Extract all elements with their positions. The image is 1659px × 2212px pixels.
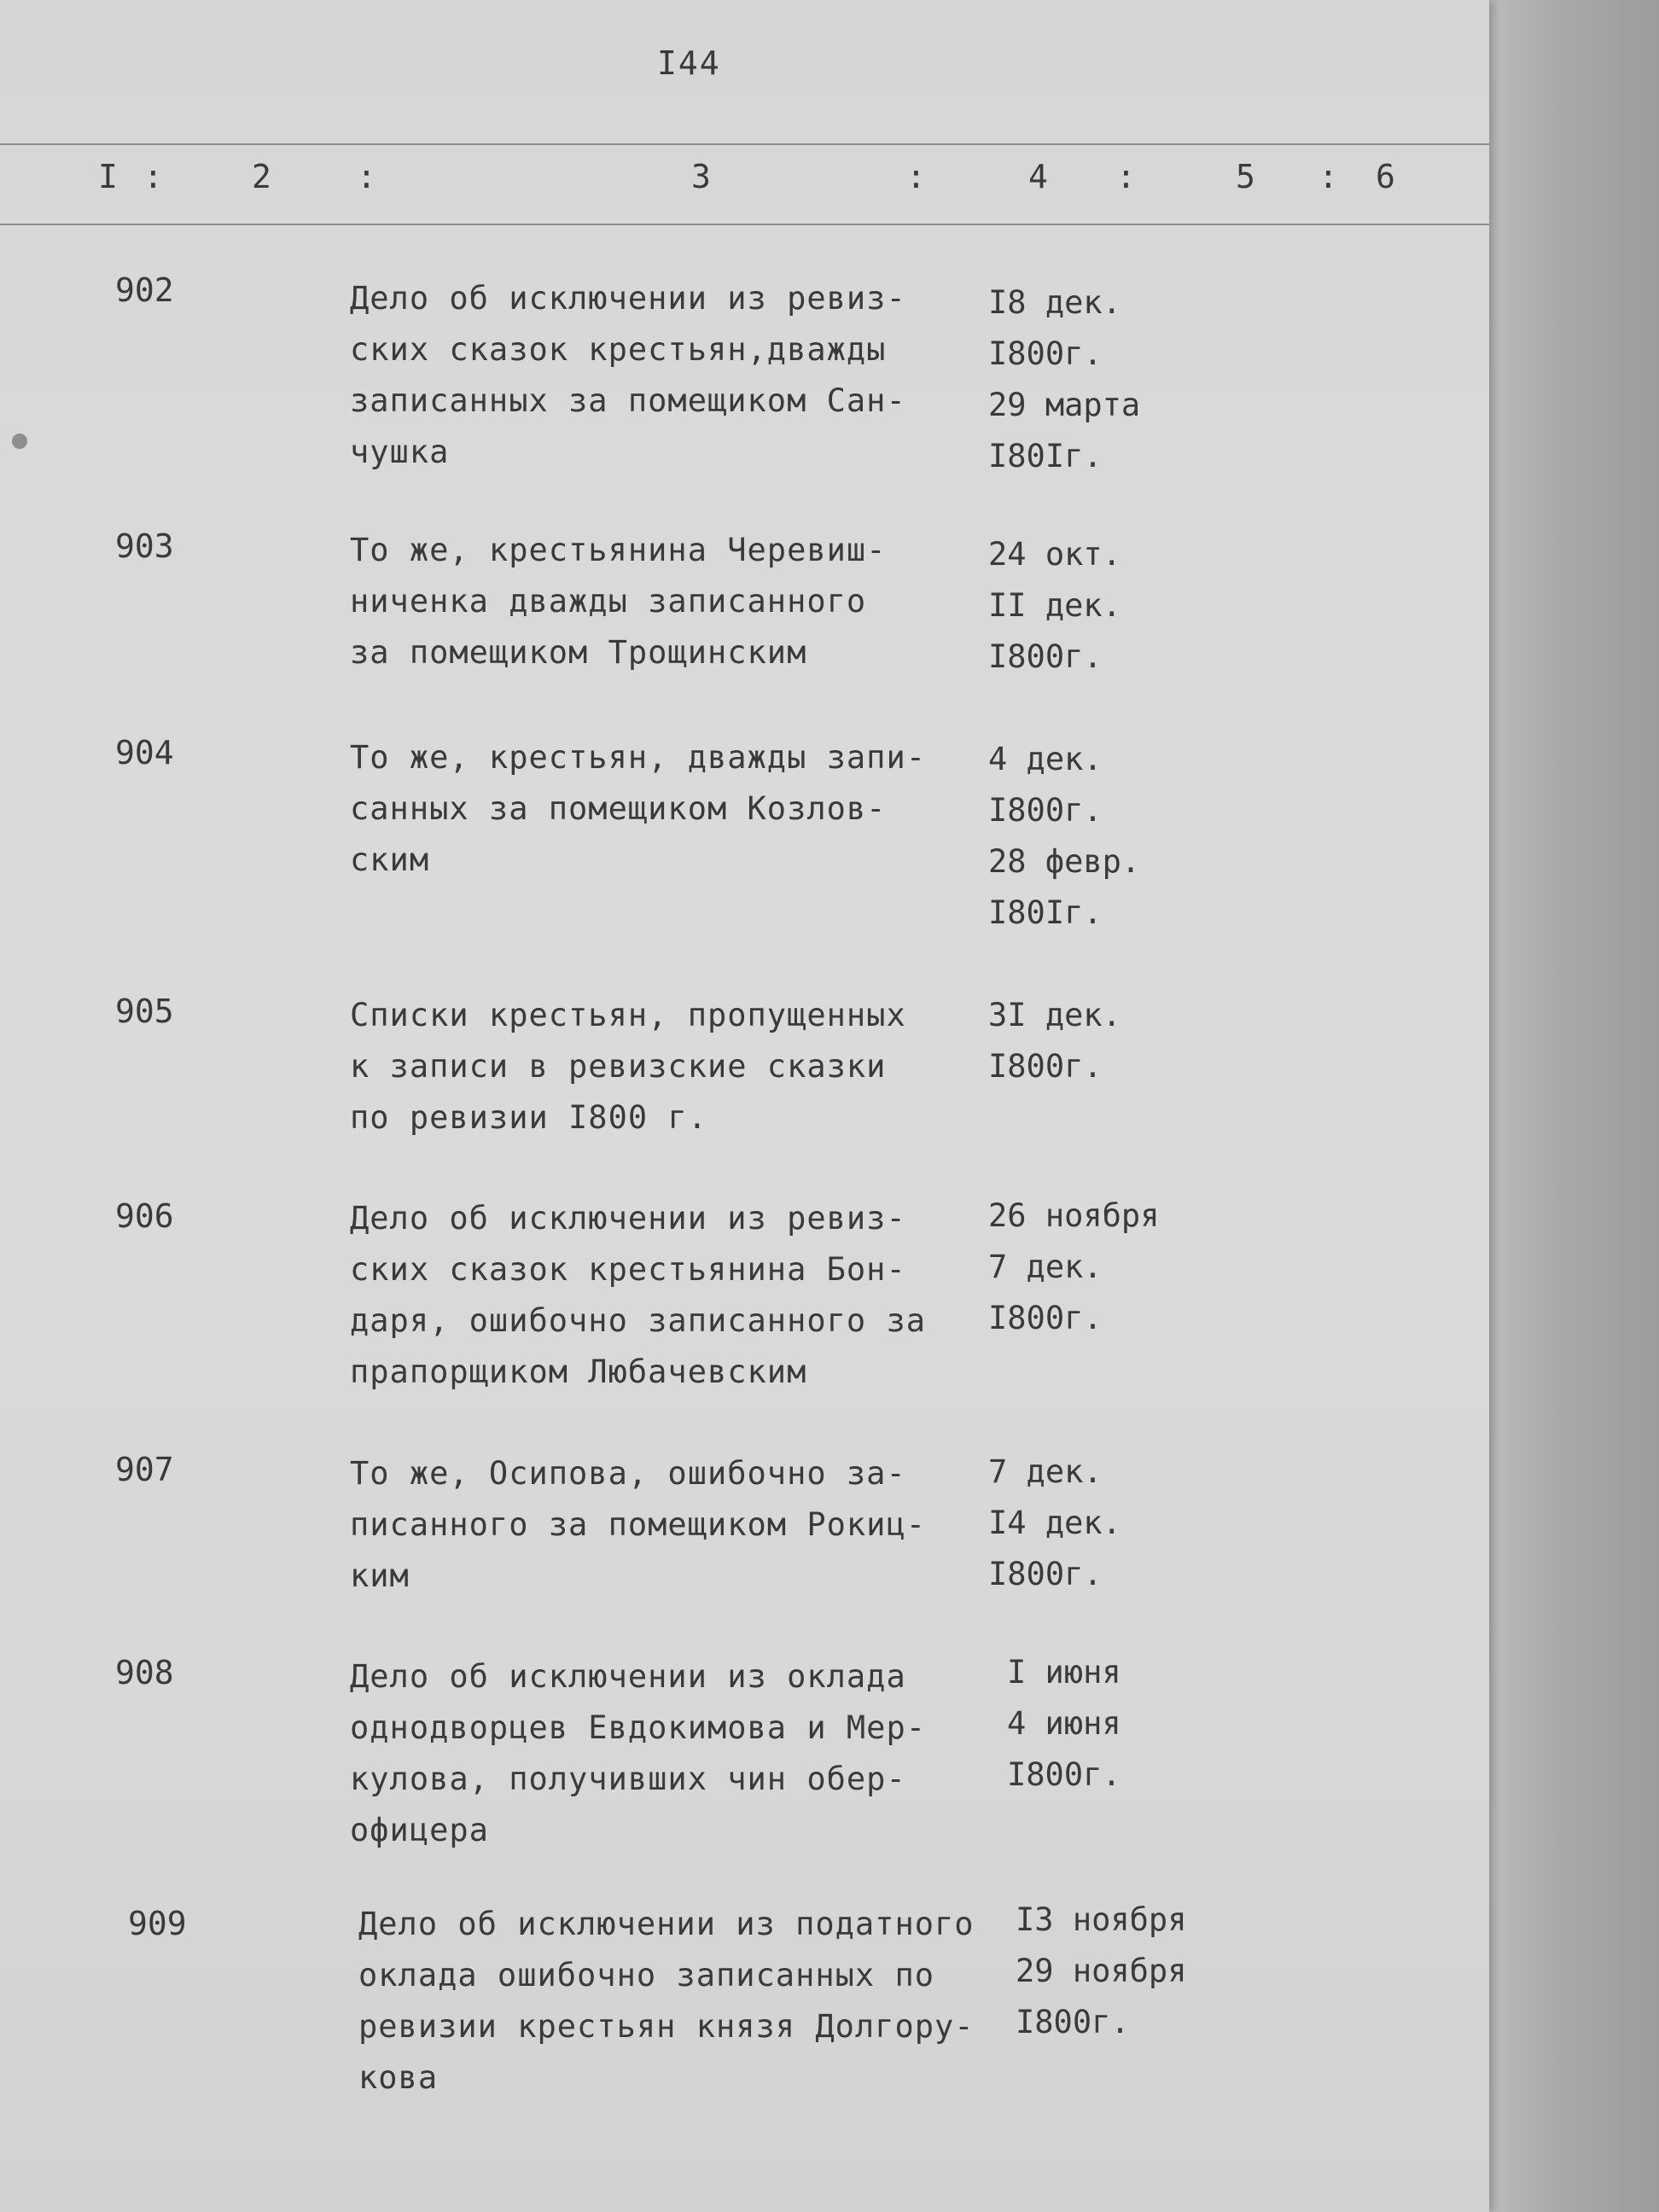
- column-separator: :: [143, 158, 163, 195]
- entry-description: Дело об исключении из ревиз- ских сказок крестьян,дважды записанных за помещиком Сан- чушка: [350, 280, 906, 470]
- entry-dates: 26 ноября 7 дек. I800г.: [988, 1197, 1160, 1336]
- entry-dates: 7 дек. I4 дек. I800г.: [988, 1453, 1121, 1592]
- page-number: I44: [657, 44, 721, 82]
- entry-dates: 3I дек. I800г.: [988, 997, 1121, 1085]
- entry-number: 907: [115, 1451, 174, 1488]
- entry-dates: 4 дек. I800г. 28 февр. I80Iг.: [988, 741, 1141, 931]
- header-top-rule: [0, 143, 1489, 145]
- entry-number: 909: [128, 1905, 187, 1942]
- header-bottom-rule: [0, 224, 1489, 225]
- entry-number: 905: [115, 992, 174, 1030]
- column-separator: :: [1116, 158, 1136, 195]
- entry-description: То же, Осипова, ошибочно за- писанного за помещиком Рокиц- ким: [350, 1455, 927, 1594]
- entry-dates: I8 дек. I800г. 29 марта I80Iг.: [988, 284, 1141, 474]
- column-header-3: 3: [691, 158, 711, 195]
- column-header-1: I: [98, 158, 118, 195]
- entry-dates: I июня 4 июня I800г.: [1007, 1654, 1121, 1793]
- column-header-6: 6: [1376, 158, 1395, 195]
- entry-dates: 24 окт. II дек. I800г.: [988, 536, 1121, 675]
- column-separator: :: [1318, 158, 1338, 195]
- column-header-5: 5: [1236, 158, 1255, 195]
- page-edge-shadow: [1489, 0, 1659, 2212]
- entry-number: 904: [115, 734, 174, 771]
- entry-dates: I3 ноября 29 ноября I800г.: [1016, 1901, 1187, 2040]
- column-separator: :: [906, 158, 926, 195]
- entry-description: То же, крестьянина Черевиш- ниченка дважды записанного за помещиком Трощинским: [350, 532, 887, 671]
- entry-description: Списки крестьян, пропущенных к записи в ревизские сказки по ревизии I800 г.: [350, 997, 906, 1136]
- entry-description: Дело об исключении из ревиз- ских сказок крестьянина Бон- даря, ошибочно записанного за прапорщиком Любачевским: [350, 1200, 927, 1390]
- entry-description: То же, крестьян, дважды запи- санных за помещиком Козлов- ским: [350, 739, 927, 878]
- punch-hole-mark: [12, 434, 27, 449]
- entry-number: 906: [115, 1197, 174, 1235]
- entry-number: 902: [115, 271, 174, 309]
- column-header-4: 4: [1028, 158, 1048, 195]
- column-separator: :: [357, 158, 376, 195]
- entry-description: Дело об исключении из податного оклада ошибочно записанных по ревизии крестьян князя Долгору- кова: [358, 1906, 975, 2096]
- entry-description: Дело об исключении из оклада однодворцев Евдокимова и Мер- кулова, получивших чин обер- офицера: [350, 1658, 927, 1848]
- column-header-2: 2: [252, 158, 271, 195]
- entry-number: 903: [115, 527, 174, 565]
- entry-number: 908: [115, 1654, 174, 1691]
